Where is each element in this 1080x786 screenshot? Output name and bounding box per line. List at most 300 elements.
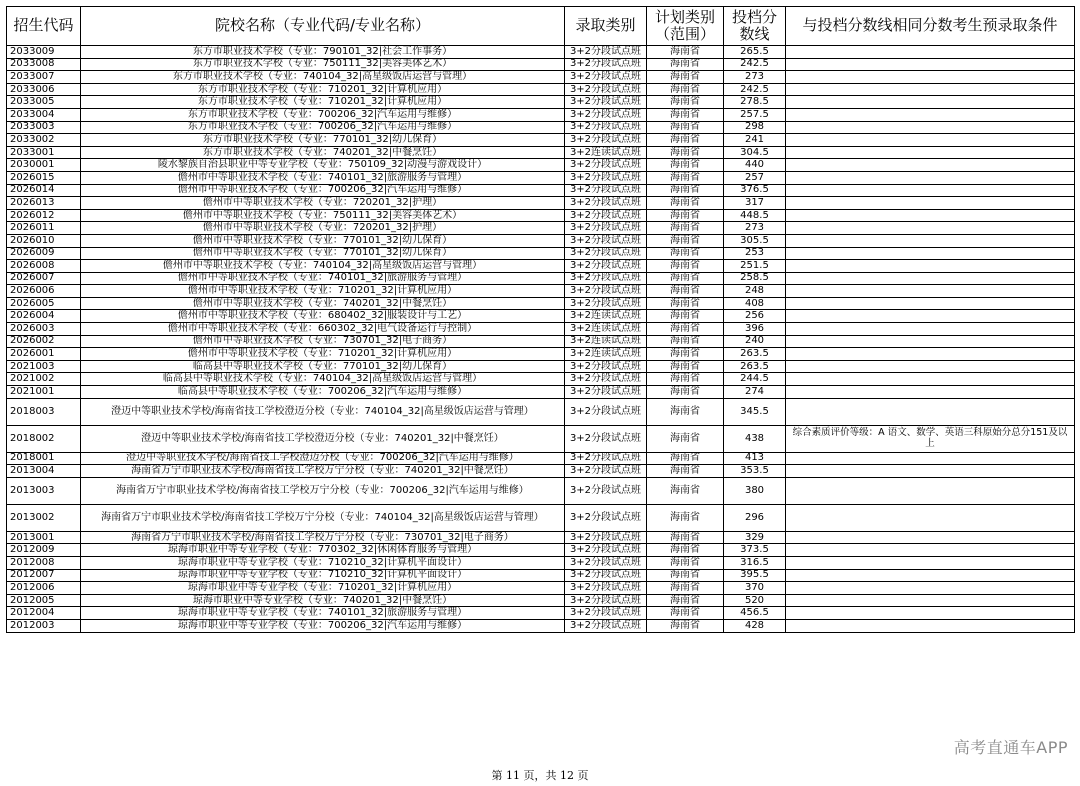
table-row [7,348,1075,361]
cell-condition [786,607,1075,620]
table-row [7,360,1075,373]
cell-score: 258.5 [724,272,786,285]
cell-school: 东方市职业技术学校（专业：700206_32|汽车运用与维修） [81,108,565,121]
cell-scope: 海南省 [647,373,724,386]
cell-code: 2033003 [7,121,81,134]
cell-code: 2013002 [7,504,81,531]
cell-scope: 海南省 [647,121,724,134]
cell-code: 2026015 [7,171,81,184]
cell-condition [786,373,1075,386]
table-row [7,146,1075,159]
cell-scope: 海南省 [647,83,724,96]
cell-scope: 海南省 [647,58,724,71]
cell-school: 儋州市中等职业技术学校（专业：740104_32|高星级饭店运营与管理） [81,260,565,273]
cell-category: 3+2分段试点班 [565,373,647,386]
cell-code: 2021001 [7,386,81,399]
cell-score: 257.5 [724,108,786,121]
cell-school: 东方市职业技术学校（专业：740201_32|中餐烹饪） [81,146,565,159]
cell-score: 251.5 [724,260,786,273]
cell-scope: 海南省 [647,360,724,373]
cell-category: 3+2分段试点班 [565,83,647,96]
table-row [7,594,1075,607]
cell-condition [786,465,1075,478]
cell-school: 澄迈中等职业技术学校/海南省技工学校澄迈分校（专业：740104_32|高星级饭店运营与管理） [81,398,565,425]
cell-code: 2021003 [7,360,81,373]
cell-school: 儋州市中等职业技术学校（专业：710201_32|计算机应用） [81,285,565,298]
cell-scope: 海南省 [647,310,724,323]
cell-code: 2026010 [7,234,81,247]
cell-condition [786,285,1075,298]
cell-scope: 海南省 [647,297,724,310]
header-scope: 计划类别（范围） [647,7,724,46]
cell-code: 2018001 [7,452,81,465]
header-school: 院校名称（专业代码/专业名称） [81,7,565,46]
cell-school: 儋州市中等职业技术学校（专业：770101_32|幼儿保育） [81,234,565,247]
cell-school: 琼海市职业中等专业学校（专业：710201_32|计算机应用） [81,582,565,595]
cell-condition [786,297,1075,310]
cell-code: 2026013 [7,197,81,210]
cell-condition [786,234,1075,247]
cell-code: 2033009 [7,46,81,59]
cell-condition [786,544,1075,557]
cell-category: 3+2分段试点班 [565,504,647,531]
table-row [7,96,1075,109]
cell-scope: 海南省 [647,285,724,298]
cell-school: 琼海市职业中等专业学校（专业：770302_32|休闲体育服务与管理） [81,544,565,557]
cell-condition [786,531,1075,544]
cell-school: 儋州市中等职业技术学校（专业：740101_32|旅游服务与管理） [81,272,565,285]
cell-category: 3+2分段试点班 [565,569,647,582]
cell-code: 2033002 [7,134,81,147]
cell-school: 东方市职业技术学校（专业：770101_32|幼儿保育） [81,134,565,147]
cell-condition [786,398,1075,425]
cell-scope: 海南省 [647,197,724,210]
cell-code: 2026002 [7,335,81,348]
cell-category: 3+2分段试点班 [565,582,647,595]
cell-school: 东方市职业技术学校（专业：740104_32|高星级饭店运营与管理） [81,71,565,84]
table-row [7,297,1075,310]
cell-condition [786,222,1075,235]
cell-category: 3+2分段试点班 [565,96,647,109]
cell-code: 2018003 [7,398,81,425]
cell-school: 琼海市职业中等专业学校（专业：700206_32|汽车运用与维修） [81,619,565,632]
cell-category: 3+2分段试点班 [565,108,647,121]
cell-scope: 海南省 [647,531,724,544]
cell-code: 2033007 [7,71,81,84]
cell-category: 3+2分段试点班 [565,425,647,452]
cell-school: 海南省万宁市职业技术学校/海南省技工学校万宁分校（专业：740201_32|中餐烹饪） [81,465,565,478]
cell-score: 257 [724,171,786,184]
table-row [7,134,1075,147]
cell-score: 273 [724,71,786,84]
cell-code: 2026006 [7,285,81,298]
table-row [7,272,1075,285]
cell-scope: 海南省 [647,184,724,197]
cell-score: 396 [724,323,786,336]
cell-category: 3+2分段试点班 [565,46,647,59]
cell-code: 2033005 [7,96,81,109]
cell-scope: 海南省 [647,46,724,59]
cell-scope: 海南省 [647,398,724,425]
cell-score: 373.5 [724,544,786,557]
cell-category: 3+2分段试点班 [565,452,647,465]
cell-school: 陵水黎族自治县职业中等专业学校（专业：750109_32|动漫与游戏设计） [81,159,565,172]
cell-score: 273 [724,222,786,235]
cell-condition [786,477,1075,504]
table-row [7,209,1075,222]
cell-condition [786,171,1075,184]
cell-code: 2013003 [7,477,81,504]
cell-scope: 海南省 [647,108,724,121]
table-row [7,557,1075,570]
cell-school: 儋州市中等职业技术学校（专业：720201_32|护理） [81,197,565,210]
cell-scope: 海南省 [647,247,724,260]
cell-scope: 海南省 [647,619,724,632]
cell-score: 395.5 [724,569,786,582]
cell-condition [786,452,1075,465]
cell-score: 316.5 [724,557,786,570]
cell-scope: 海南省 [647,134,724,147]
cell-condition [786,582,1075,595]
cell-school: 儋州市中等职业技术学校（专业：700206_32|汽车运用与维修） [81,184,565,197]
cell-scope: 海南省 [647,607,724,620]
cell-score: 317 [724,197,786,210]
table-row [7,159,1075,172]
cell-code: 2026007 [7,272,81,285]
cell-code: 2012003 [7,619,81,632]
cell-category: 3+2分段试点班 [565,619,647,632]
cell-code: 2026008 [7,260,81,273]
cell-condition [786,260,1075,273]
cell-scope: 海南省 [647,504,724,531]
cell-scope: 海南省 [647,209,724,222]
cell-condition [786,134,1075,147]
cell-score: 304.5 [724,146,786,159]
cell-score: 244.5 [724,373,786,386]
admissions-table [6,6,1075,633]
cell-category: 3+2分段试点班 [565,360,647,373]
cell-code: 2026012 [7,209,81,222]
table-row [7,71,1075,84]
table-row [7,108,1075,121]
cell-score: 265.5 [724,46,786,59]
cell-category: 3+2分段试点班 [565,607,647,620]
cell-score: 241 [724,134,786,147]
cell-category: 3+2分段试点班 [565,557,647,570]
cell-condition [786,247,1075,260]
cell-scope: 海南省 [647,569,724,582]
cell-category: 3+2分段试点班 [565,171,647,184]
table-row [7,398,1075,425]
cell-condition [786,594,1075,607]
cell-condition [786,569,1075,582]
cell-condition [786,272,1075,285]
cell-condition [786,323,1075,336]
cell-category: 3+2分段试点班 [565,58,647,71]
cell-category: 3+2分段试点班 [565,234,647,247]
table-row [7,504,1075,531]
cell-category: 3+2分段试点班 [565,477,647,504]
cell-school: 儋州市中等职业技术学校（专业：720201_32|护理） [81,222,565,235]
cell-scope: 海南省 [647,146,724,159]
table-row [7,544,1075,557]
cell-scope: 海南省 [647,386,724,399]
cell-score: 263.5 [724,360,786,373]
cell-condition [786,184,1075,197]
table-row [7,607,1075,620]
cell-code: 2021002 [7,373,81,386]
cell-code: 2012005 [7,594,81,607]
cell-score: 408 [724,297,786,310]
cell-category: 3+2分段试点班 [565,260,647,273]
table-body [7,46,1075,633]
cell-school: 临高县中等职业技术学校（专业：700206_32|汽车运用与维修） [81,386,565,399]
cell-code: 2026005 [7,297,81,310]
cell-code: 2026014 [7,184,81,197]
cell-score: 456.5 [724,607,786,620]
cell-score: 329 [724,531,786,544]
cell-code: 2033001 [7,146,81,159]
cell-code: 2012009 [7,544,81,557]
table-row [7,171,1075,184]
cell-condition [786,71,1075,84]
cell-school: 东方市职业技术学校（专业：710201_32|计算机应用） [81,96,565,109]
cell-code: 2026009 [7,247,81,260]
cell-school: 海南省万宁市职业技术学校/海南省技工学校万宁分校（专业：740104_32|高星级饭店运营与管理） [81,504,565,531]
cell-code: 2026004 [7,310,81,323]
table-row [7,323,1075,336]
cell-scope: 海南省 [647,582,724,595]
cell-scope: 海南省 [647,425,724,452]
cell-condition [786,360,1075,373]
table-row [7,465,1075,478]
cell-category: 3+2分段试点班 [565,209,647,222]
cell-category: 3+2分段试点班 [565,297,647,310]
cell-score: 240 [724,335,786,348]
cell-school: 儋州市中等职业技术学校（专业：770101_32|幼儿保育） [81,247,565,260]
table-row [7,83,1075,96]
cell-condition [786,197,1075,210]
cell-scope: 海南省 [647,452,724,465]
cell-category: 3+2分段试点班 [565,465,647,478]
cell-category: 3+2分段试点班 [565,121,647,134]
cell-code: 2018002 [7,425,81,452]
cell-school: 琼海市职业中等专业学校（专业：740201_32|中餐烹饪） [81,594,565,607]
cell-score: 413 [724,452,786,465]
header-condition: 与投档分数线相同分数考生预录取条件 [786,7,1075,46]
header-category: 录取类别 [565,7,647,46]
table-row [7,222,1075,235]
cell-scope: 海南省 [647,171,724,184]
cell-code: 2012007 [7,569,81,582]
cell-condition: 综合素质评价等级：A 语文、数学、英语三科原始分总分151及以上 [786,425,1075,452]
cell-condition [786,146,1075,159]
cell-code: 2013004 [7,465,81,478]
cell-score: 376.5 [724,184,786,197]
cell-code: 2033006 [7,83,81,96]
cell-category: 3+2分段试点班 [565,197,647,210]
cell-school: 儋州市中等职业技术学校（专业：710201_32|计算机应用） [81,348,565,361]
cell-school: 澄迈中等职业技术学校/海南省技工学校澄迈分校（专业：740201_32|中餐烹饪） [81,425,565,452]
cell-condition [786,58,1075,71]
cell-score: 274 [724,386,786,399]
cell-code: 2012006 [7,582,81,595]
cell-school: 琼海市职业中等专业学校（专业：710210_32|计算机平面设计） [81,557,565,570]
cell-code: 2033004 [7,108,81,121]
cell-score: 278.5 [724,96,786,109]
cell-score: 242.5 [724,83,786,96]
table-row [7,285,1075,298]
table-row [7,310,1075,323]
cell-scope: 海南省 [647,222,724,235]
cell-condition [786,209,1075,222]
cell-score: 353.5 [724,465,786,478]
header-code: 招生代码 [7,7,81,46]
cell-condition [786,619,1075,632]
cell-code: 2026001 [7,348,81,361]
table-row [7,46,1075,59]
table-row [7,619,1075,632]
table-row [7,234,1075,247]
cell-code: 2033008 [7,58,81,71]
cell-category: 3+2分段试点班 [565,398,647,425]
cell-category: 3+2连读试点班 [565,348,647,361]
cell-school: 海南省万宁市职业技术学校/海南省技工学校万宁分校（专业：730701_32|电子商务） [81,531,565,544]
cell-scope: 海南省 [647,96,724,109]
cell-score: 263.5 [724,348,786,361]
table-row [7,121,1075,134]
cell-category: 3+2连读试点班 [565,323,647,336]
table-row [7,58,1075,71]
cell-category: 3+2分段试点班 [565,285,647,298]
cell-scope: 海南省 [647,335,724,348]
cell-category: 3+2连读试点班 [565,335,647,348]
cell-score: 520 [724,594,786,607]
cell-score: 298 [724,121,786,134]
cell-code: 2026003 [7,323,81,336]
table-row [7,247,1075,260]
table-row [7,335,1075,348]
table-row [7,452,1075,465]
cell-condition [786,557,1075,570]
cell-school: 临高县中等职业技术学校（专业：740104_32|高星级饭店运营与管理） [81,373,565,386]
cell-score: 248 [724,285,786,298]
cell-category: 3+2分段试点班 [565,184,647,197]
cell-condition [786,96,1075,109]
cell-scope: 海南省 [647,272,724,285]
cell-scope: 海南省 [647,557,724,570]
cell-school: 儋州市中等职业技术学校（专业：740101_32|旅游服务与管理） [81,171,565,184]
table-row [7,477,1075,504]
cell-category: 3+2分段试点班 [565,594,647,607]
cell-score: 345.5 [724,398,786,425]
header-score: 投档分数线 [724,7,786,46]
cell-score: 296 [724,504,786,531]
cell-condition [786,108,1075,121]
cell-condition [786,335,1075,348]
cell-category: 3+2分段试点班 [565,159,647,172]
cell-school: 东方市职业技术学校（专业：700206_32|汽车运用与维修） [81,121,565,134]
cell-scope: 海南省 [647,544,724,557]
cell-condition [786,46,1075,59]
cell-score: 380 [724,477,786,504]
cell-scope: 海南省 [647,260,724,273]
cell-condition [786,121,1075,134]
cell-category: 3+2分段试点班 [565,222,647,235]
cell-condition [786,159,1075,172]
cell-category: 3+2分段试点班 [565,71,647,84]
cell-scope: 海南省 [647,159,724,172]
cell-scope: 海南省 [647,348,724,361]
cell-school: 琼海市职业中等专业学校（专业：710210_32|计算机平面设计） [81,569,565,582]
cell-code: 2012004 [7,607,81,620]
cell-school: 儋州市中等职业技术学校（专业：730701_32|电子商务） [81,335,565,348]
table-row [7,569,1075,582]
cell-condition [786,348,1075,361]
table-row [7,582,1075,595]
cell-score: 438 [724,425,786,452]
cell-scope: 海南省 [647,71,724,84]
cell-score: 256 [724,310,786,323]
watermark: 高考直通车APP [953,738,1068,757]
cell-condition [786,310,1075,323]
page-footer: 第 11 页，共 12 页 [491,769,589,782]
cell-school: 儋州市中等职业技术学校（专业：660302_32|电气设备运行与控制） [81,323,565,336]
table-row [7,531,1075,544]
cell-category: 3+2分段试点班 [565,386,647,399]
cell-score: 253 [724,247,786,260]
cell-school: 儋州市中等职业技术学校（专业：740201_32|中餐烹饪） [81,297,565,310]
cell-school: 东方市职业技术学校（专业：790101_32|社会工作事务） [81,46,565,59]
cell-school: 东方市职业技术学校（专业：710201_32|计算机应用） [81,83,565,96]
cell-score: 440 [724,159,786,172]
header-row [7,7,1075,46]
table-row [7,260,1075,273]
cell-category: 3+2分段试点班 [565,531,647,544]
cell-code: 2030001 [7,159,81,172]
cell-score: 370 [724,582,786,595]
cell-condition [786,504,1075,531]
cell-condition [786,386,1075,399]
cell-score: 448.5 [724,209,786,222]
cell-code: 2013001 [7,531,81,544]
cell-category: 3+2分段试点班 [565,544,647,557]
cell-category: 3+2连读试点班 [565,310,647,323]
table-row [7,386,1075,399]
cell-scope: 海南省 [647,234,724,247]
cell-school: 琼海市职业中等专业学校（专业：740101_32|旅游服务与管理） [81,607,565,620]
cell-school: 临高县中等职业技术学校（专业：770101_32|幼儿保育） [81,360,565,373]
cell-category: 3+2分段试点班 [565,134,647,147]
cell-school: 海南省万宁市职业技术学校/海南省技工学校万宁分校（专业：700206_32|汽车运用与维修） [81,477,565,504]
cell-code: 2026011 [7,222,81,235]
cell-scope: 海南省 [647,477,724,504]
cell-school: 儋州市中等职业技术学校（专业：680402_32|服装设计与工艺） [81,310,565,323]
cell-scope: 海南省 [647,323,724,336]
cell-category: 3+2连读试点班 [565,146,647,159]
cell-scope: 海南省 [647,465,724,478]
cell-code: 2012008 [7,557,81,570]
cell-score: 305.5 [724,234,786,247]
cell-score: 242.5 [724,58,786,71]
table-row [7,425,1075,452]
table-row [7,197,1075,210]
table-row [7,184,1075,197]
cell-score: 428 [724,619,786,632]
cell-school: 东方市职业技术学校（专业：750111_32|美容美体艺术） [81,58,565,71]
cell-school: 儋州市中等职业技术学校（专业：750111_32|美容美体艺术） [81,209,565,222]
cell-category: 3+2分段试点班 [565,272,647,285]
